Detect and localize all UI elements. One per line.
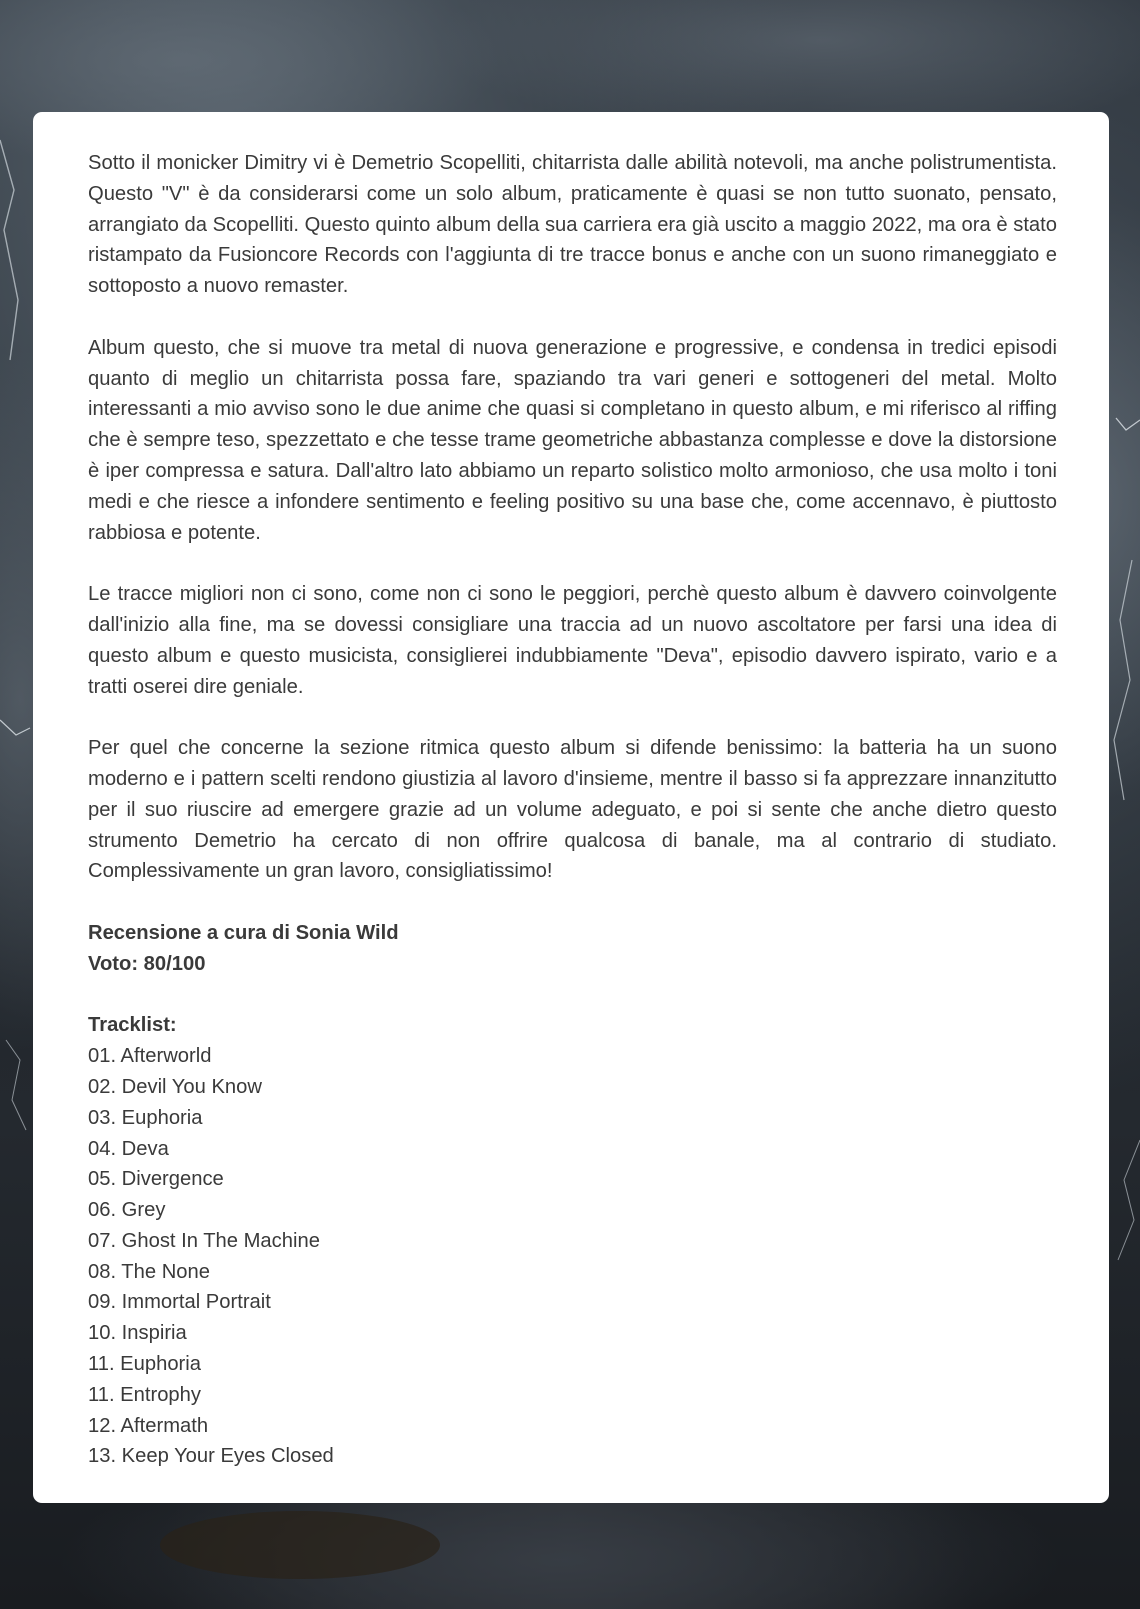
track-item: 07. Ghost In The Machine bbox=[88, 1229, 320, 1252]
review-paragraph: Sotto il monicker Dimitry vi è Demetrio Scopelliti, chitarrista dalle abilità notevoli, ma anche polistrumentista. Questo "V" è da considerarsi come un solo album, praticamente è quasi se non tutto suonato, pensato, arrangiato da Scopelliti. Questo quinto album della sua carriera era già uscito a maggio 2022, ma ora è stato ristampato da Fusioncore Records con l'aggiunta di tre tracce bonus e anche con un suono rimaneggiato e sottoposto a nuovo remaster. bbox=[88, 152, 1057, 298]
track-item: 10. Inspiria bbox=[88, 1322, 187, 1345]
track-item: 13. Keep Your Eyes Closed bbox=[88, 1445, 334, 1468]
review-paragraph: Per quel che concerne la sezione ritmica questo album si difende benissimo: la batteria ha un suono moderno e i pattern scelti rendono giustizia al lavoro d'insieme, mentre il basso si fa apprezzare innanzitutto per il suo riuscire ad emergere grazie ad un volume adeguato, e poi si sente che anche dietro questo strumento Demetrio ha cercato di non offrire qualcosa di banale, ma al contrario di studiato. Complessivamente un gran lavoro, consigliatissimo! bbox=[88, 737, 1057, 883]
track-item: 12. Aftermath bbox=[88, 1414, 209, 1437]
track-item: 06. Grey bbox=[88, 1199, 166, 1222]
tracklist bbox=[88, 1041, 1057, 1472]
track-item: 01. Afterworld bbox=[88, 1045, 212, 1068]
track-item: 03. Euphoria bbox=[88, 1106, 203, 1129]
track-item: 11. Entrophy bbox=[88, 1383, 201, 1406]
review-author: Recensione a cura di Sonia Wild bbox=[88, 921, 399, 944]
track-item: 05. Divergence bbox=[88, 1168, 224, 1191]
track-item: 08. The None bbox=[88, 1260, 210, 1283]
review-card bbox=[33, 112, 1109, 1503]
track-item: 09. Immortal Portrait bbox=[88, 1291, 271, 1314]
review-paragraph: Album questo, che si muove tra metal di nuova generazione e progressive, e condensa in tredici episodi quanto di meglio un chitarrista possa fare, spaziando tra vari generi e sottogeneri del metal. Molto interessanti a mio avviso sono le due anime che quasi si completano in questo album, e mi riferisco al riffing che è sempre teso, spezzettato e che tesse trame geometriche abbastanza complesse e dove la distorsione è iper compressa e satura. Dall'altro lato abbiamo un reparto solistico molto armonioso, che usa molto i toni medi e che riesce a infondere sentimento e feeling positivo su una base che, come accennavo, è piuttosto rabbiosa e potente. bbox=[88, 336, 1057, 544]
track-item: 11. Euphoria bbox=[88, 1353, 201, 1376]
review-paragraph: Le tracce migliori non ci sono, come non ci sono le peggiori, perchè questo album è davvero coinvolgente dall'inizio alla fine, ma se dovessi consigliare una traccia ad un nuovo ascoltatore per farsi una idea di questo album e questo musicista, consiglierei indubbiamente "Deva", episodio davvero ispirato, vario e a tratti oserei dire geniale. bbox=[88, 583, 1057, 698]
review-score: Voto: 80/100 bbox=[88, 952, 206, 975]
track-item: 02. Devil You Know bbox=[88, 1075, 262, 1098]
tracklist-heading: Tracklist: bbox=[88, 1014, 177, 1037]
track-item: 04. Deva bbox=[88, 1137, 169, 1160]
